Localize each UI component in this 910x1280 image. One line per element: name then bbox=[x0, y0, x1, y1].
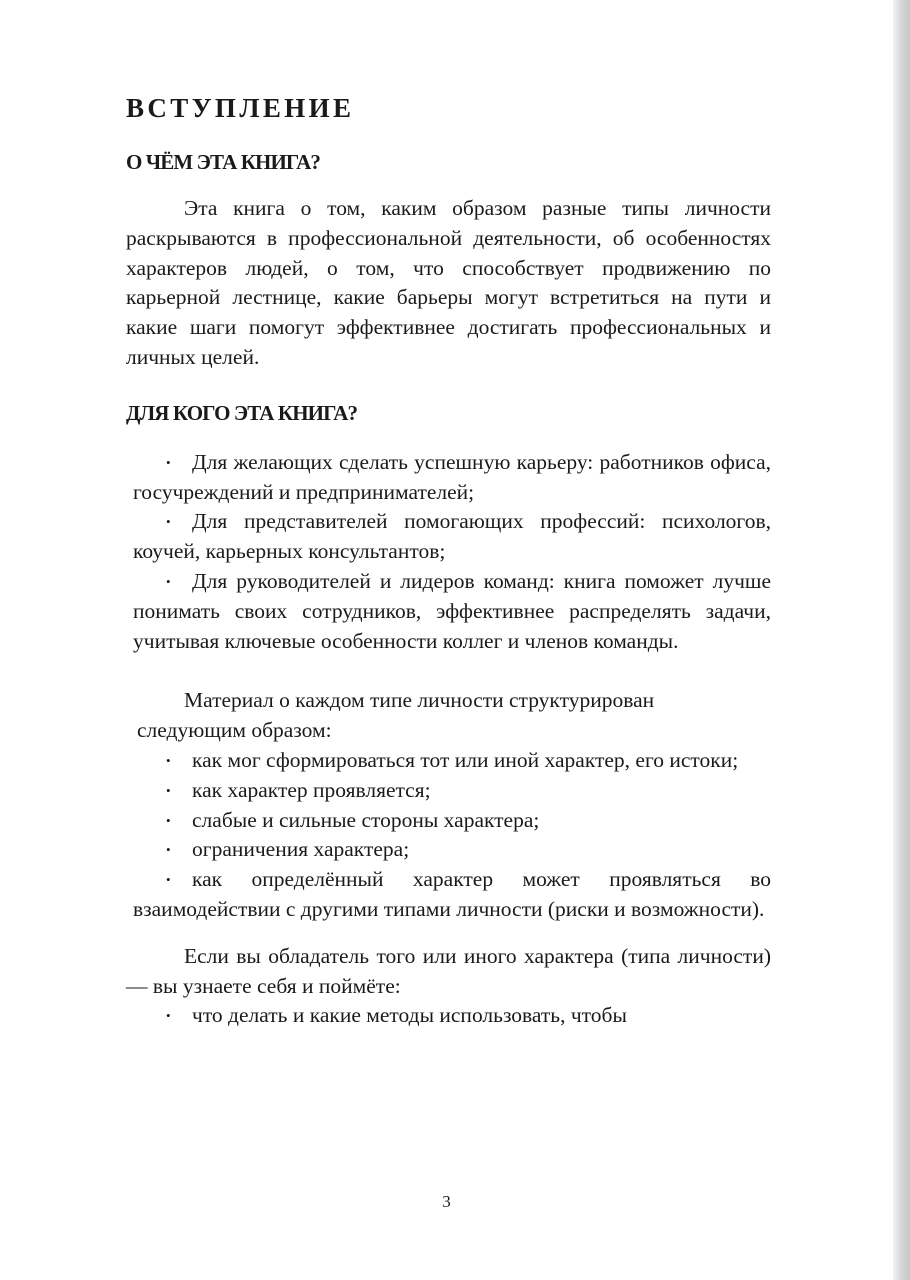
list-item bbox=[133, 1001, 771, 1031]
page-edge-shadow bbox=[893, 0, 910, 1280]
bullet-icon: • bbox=[166, 514, 171, 530]
list-item-text: как определённый характер может проявляться во взаимодействии с другими типами личности (риски и возможности). bbox=[133, 867, 771, 921]
list-item bbox=[133, 746, 771, 776]
chapter-title: ВСТУПЛЕНИЕ bbox=[126, 93, 355, 123]
list-item bbox=[133, 507, 771, 567]
structure-list bbox=[126, 746, 771, 925]
list-item-text: что делать и какие методы использовать, чтобы bbox=[192, 1003, 627, 1028]
section-heading-audience: ДЛЯ КОГО ЭТА КНИГА? bbox=[126, 400, 358, 425]
bullet-icon: • bbox=[166, 872, 171, 888]
page-number: 3 bbox=[442, 1192, 451, 1211]
list-item bbox=[133, 776, 771, 806]
bullet-icon: • bbox=[166, 782, 171, 798]
list-item bbox=[133, 448, 771, 508]
list-item-text: как мог сформироваться тот или иной характер, его истоки; bbox=[192, 747, 739, 772]
list-item-text: Для желающих сделать успешную карьеру: работников офиса, госучреждений и предпринимателей; bbox=[133, 449, 771, 504]
bullet-icon: • bbox=[166, 812, 171, 828]
list-item bbox=[133, 567, 771, 656]
bullet-icon: • bbox=[166, 454, 171, 470]
list-item bbox=[133, 806, 771, 836]
paragraph-reader-benefit: Если вы обладатель того или иного характера (типа личности) — вы узнаете себя и поймёте: bbox=[126, 943, 771, 998]
list-item-text: слабые и сильные стороны характера; bbox=[192, 807, 540, 832]
bullet-icon: • bbox=[166, 1008, 171, 1024]
paragraph-structure-intro: Материал о каждом типе личности структурирован bbox=[184, 688, 655, 713]
list-item-text: ограничения характера; bbox=[192, 837, 410, 862]
list-item-text: Для представителей помогающих профессий: психологов, коучей, карьерных консультантов; bbox=[133, 509, 771, 564]
bullet-icon: • bbox=[166, 752, 171, 768]
page-content bbox=[126, 90, 771, 1031]
audience-list bbox=[126, 448, 771, 657]
bullet-icon: • bbox=[166, 573, 171, 589]
list-item-text: Для руководителей и лидеров команд: книга поможет лучше понимать своих сотрудников, эффективнее распределять задачи, учитывая ключевые особенности коллег и членов команды. bbox=[133, 568, 771, 653]
list-item-text: как характер проявляется; bbox=[192, 777, 431, 802]
benefit-list bbox=[126, 1001, 771, 1031]
section-heading-about: О ЧЁМ ЭТА КНИГА? bbox=[126, 150, 320, 174]
bullet-icon: • bbox=[166, 842, 171, 858]
list-item bbox=[133, 835, 771, 865]
paragraph-about: Эта книга о том, каким образом разные типы личности раскрываются в профессиональной деятельности, об особенностях характеров людей, о том, что способствует продвижению по карьерной лестнице, какие барьеры могут встретиться на пути и какие шаги помогут эффективнее достигать профессиональных и личных целей. bbox=[126, 196, 771, 369]
list-item bbox=[133, 865, 771, 925]
paragraph-structure-intro-cont: следующим образом: bbox=[137, 718, 332, 743]
